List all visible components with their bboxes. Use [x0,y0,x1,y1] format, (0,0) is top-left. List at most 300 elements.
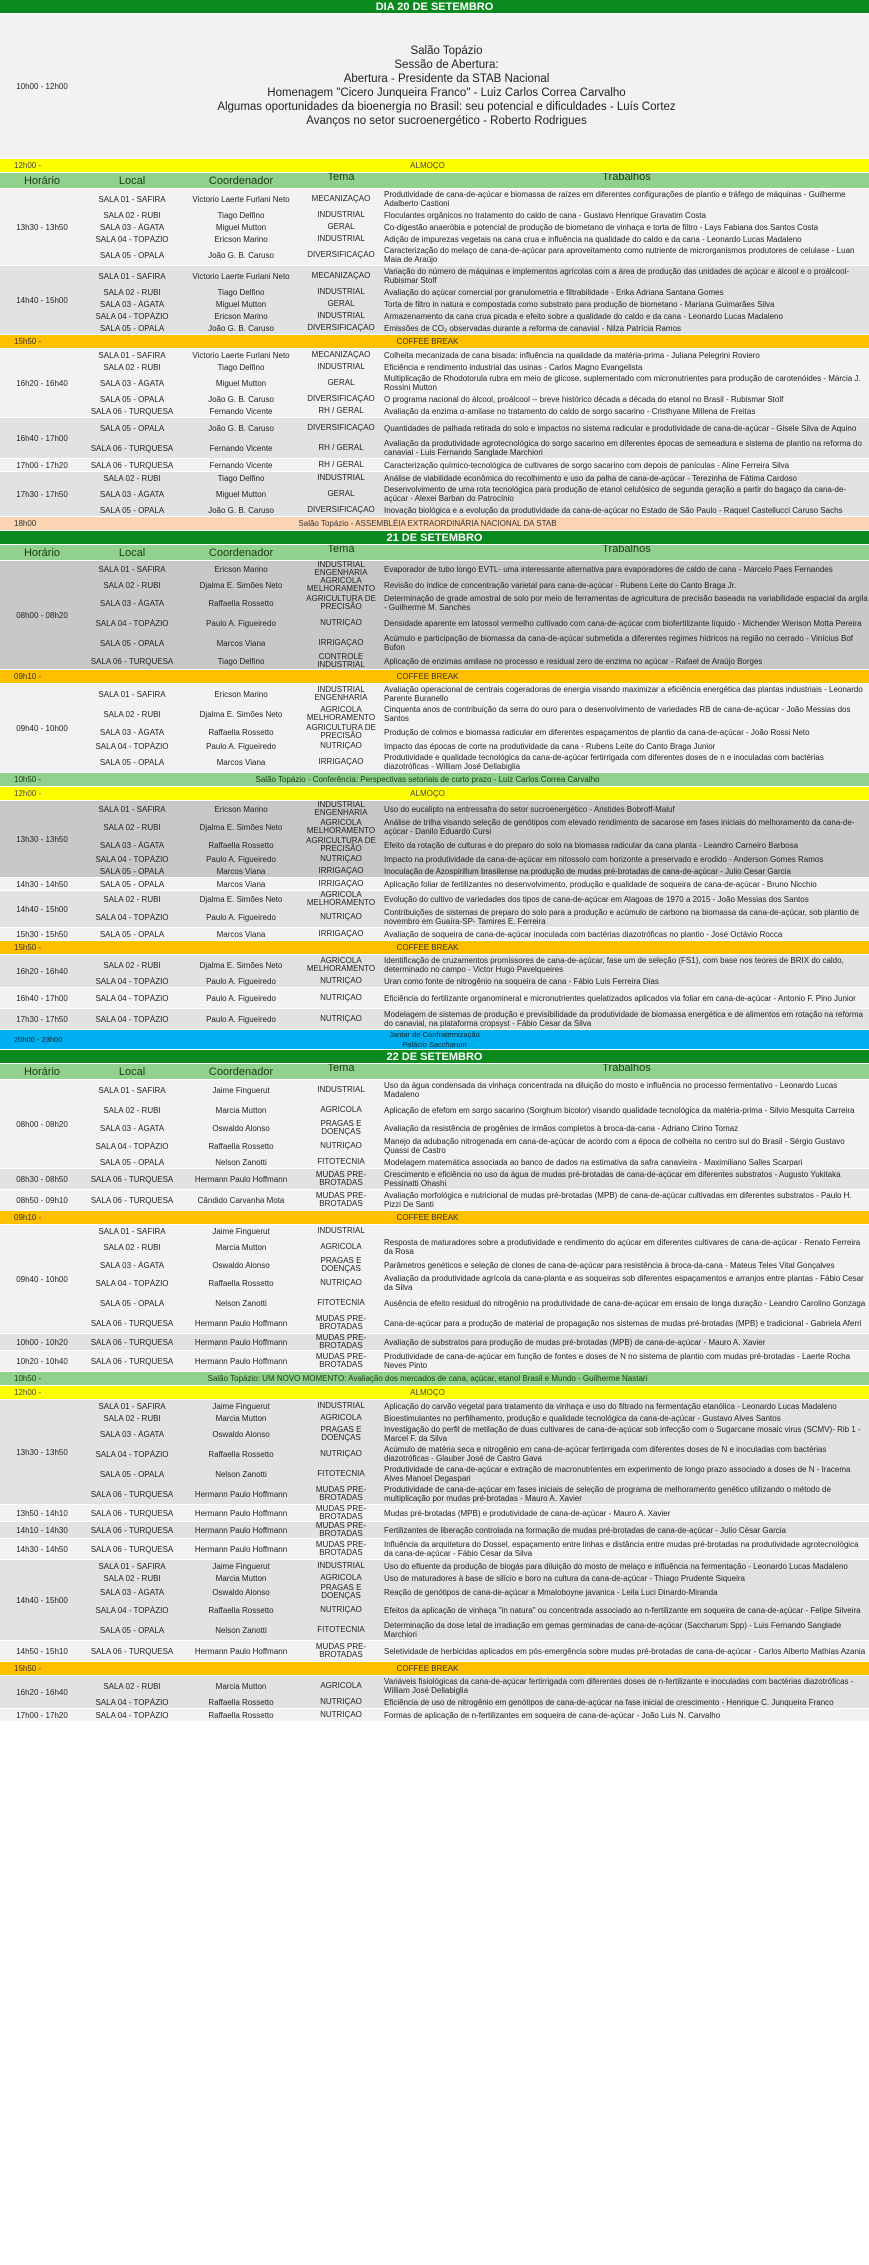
theme: MUDAS PRÉ-BROTADAS [315,1505,367,1521]
paper: O programa nacional do álcool, proálcool -- breve histórico década a década do etanol no Brasil - Rubismar Stolf [384,394,784,404]
room: SALA 03 - ÁGATA [99,727,165,737]
time-slot-group [0,349,869,418]
coordinator: Fernando Vicente [209,460,273,470]
theme: AGRÍCOLA MELHORAMENTO [306,706,376,722]
coordinator: Tiago Delfino [217,362,265,372]
room: SALA 02 - RUBI [103,210,161,220]
coordinator: Raffaella Rossetto [208,598,274,608]
coordinator: Paulo A. Figueiredo [206,618,276,628]
theme: RH / GERAL [318,461,364,469]
paper: Avaliação operacional de centrais cogeradoras de energia visando maximizar a eficiência energética das plantas industriais - Leonardo Parente Buranello [384,685,863,703]
theme: INDUSTRIAL [317,211,365,219]
coordinator: João G. B. Caruso [208,505,274,515]
room: SALA 03 - ÁGATA [99,222,165,232]
room: SALA 01 - SAFIRA [98,271,166,281]
band-label: COFFEE BREAK [396,1664,459,1673]
theme: INDUSTRIAL [317,1227,365,1235]
theme: GERAL [327,490,355,498]
paper: Quantidades de palhada retirada do solo e impactos no sistema radicular e produtividade de cana-de-açúcar - Gisele Silva de Aquino [384,423,857,433]
theme: FITOTECNIA [317,1470,365,1478]
theme: INDUSTRIAL [317,288,365,296]
slot-time: 08h50 - 09h10 [16,1195,68,1205]
table-row [84,1136,869,1156]
coordinator: Hermann Paulo Hoffmann [194,1318,288,1328]
slot-time: 17h30 - 17h50 [16,1014,68,1024]
header-4: Trabalhos [602,173,651,183]
room: SALA 05 - OPALA [99,866,165,876]
room: SALA 02 - RUBI [103,894,161,904]
paper: Eficiência de uso de nitrogênio em genótipos de cana-de-açúcar na fase inicial de crescimento - Henrique C. Junqueira Franco [384,1697,834,1707]
room: SALA 02 - RUBI [103,580,161,590]
room: SALA 01 - SAFIRA [98,1561,166,1571]
table-row [84,613,869,633]
band-label: Salão Topázio - Conferência: Perspectivas setoriais de curto prazo - Luiz Carlos Correa Carvalho [255,775,600,784]
table-row [84,704,869,724]
slot-rows [84,189,869,265]
room: SALA 02 - RUBI [103,473,161,483]
coordinator: Cândido Carvanha Mota [197,1195,285,1205]
table-row [84,1484,869,1504]
time-slot-group [0,1522,869,1539]
slot-time: 16h20 - 16h40 [16,378,68,388]
coordinator: Raffaella Rossetto [208,1449,274,1459]
coordinator: Raffaella Rossetto [208,1697,274,1707]
opening-line: Salão Topázio [410,45,483,57]
coordinator: Hermann Paulo Hoffmann [194,1174,288,1184]
table-row [84,1334,869,1350]
slot-rows [84,1225,869,1333]
room: SALA 03 - ÁGATA [99,299,165,309]
header-3: Tema [327,173,355,183]
band-time: 15h50 - [14,943,42,952]
theme: MUDAS PRÉ-BROTADAS [315,1192,367,1208]
slot-time: 14h50 - 15h10 [16,1646,68,1656]
table-row [84,361,869,373]
table-row [84,865,869,877]
opening-line: Algumas oportunidades da bioenergia no Brasil: seu potencial e dificuldades - Luís Cortez [217,101,676,113]
room: SALA 04 - TOPÁZIO [95,1605,169,1615]
table-row [84,752,869,772]
paper: Caracterização químico-tecnológica de cultivares de sorgo sacarino com depois de panículas - Aline Ferreira Silva [384,460,790,470]
paper: Co-digestão anaeróbia e potencial de produção de biometano de vinhaça e torta de filtro - Lays Fabiana dos Santos Costa [384,222,819,232]
room: SALA 01 - SAFIRA [98,350,166,360]
coordinator: Miguel Mutton [215,299,267,309]
theme: AGRÍCOLA MELHORAMENTO [306,819,376,835]
room: SALA 04 - TOPÁZIO [95,1141,169,1151]
table-row [84,233,869,245]
theme: DIVERSIFICAÇÃO [307,324,375,332]
slot-rows [84,1560,869,1640]
table-row [84,1225,869,1237]
theme: MUDAS PRÉ-BROTADAS [315,1522,367,1538]
room: SALA 06 - TURQUESA [90,1544,174,1554]
slot-rows [84,561,869,669]
table-row [84,1313,869,1333]
paper: Armazenamento da cana crua picada e efeito sobre a qualidade do caldo e da cana - Leonardo Lucas Madaleno [384,311,783,321]
slot-time: 14h30 - 14h50 [16,1544,68,1554]
paper: Produtividade de cana-de-açúcar e extração de macronutrientes em experimento de longo prazo associado a doses de N - Iracema Alves Manoel Degaspari [384,1465,851,1483]
paper: Modelagem de sistemas de produção e previsibilidade da produtividade de biomassa energética e de alimentos em rotação na reforma do canavial, na plataforma cropsyst - Fábio Cesar da Silva [384,1010,863,1028]
room: SALA 06 - TURQUESA [90,1489,174,1499]
column-headers [0,173,869,189]
header-3: Tema [327,545,355,555]
time-slot-group [0,1676,869,1709]
room: SALA 04 - TOPÁZIO [95,311,169,321]
slot-time: 08h00 - 08h20 [16,610,68,620]
theme: INDUSTRIAL [317,363,365,371]
coordinator: Marcia Mutton [215,1105,267,1115]
coordinator: Tiago Delfino [217,287,265,297]
table-row [84,988,869,1008]
paper: Desenvolvimento de uma rota tecnológica para produção de etanol celulósico de segunda geração a partir do bagaço da cana-de-açúcar - Alexei Barban do Patrocínio [384,485,847,503]
paper: Variação do número de máquinas e implementos agrícolas com a área de produção das unidades de açúcar e álcool e o proálcool-Rubismar Stolf [384,267,850,285]
room: SALA 04 - TOPÁZIO [95,854,169,864]
room: SALA 01 - SAFIRA [98,1085,166,1095]
paper: Inovação biológica e a evolução da produtividade da cana-de-açúcar no Estado de São Paulo - Raquel Castellucci Caruso Sachs [384,505,843,515]
room: SALA 01 - SAFIRA [98,804,166,814]
dinner-line1: Jantar de Confraternização [389,1030,480,1039]
theme: DIVERSIFICAÇÃO [307,424,375,432]
table-row [84,684,869,704]
theme: NUTRIÇÃO [320,1606,362,1614]
room: SALA 01 - SAFIRA [98,1226,166,1236]
table-row [84,1444,869,1464]
room: SALA 02 - RUBI [103,1242,161,1252]
paper: Bioestimulantes no perfilhamento, produção e qualidade tecnológica da cana-de-açúcar - Gustavo Alves Santos [384,1413,781,1423]
theme: NUTRIÇÃO [320,1711,362,1719]
room: SALA 06 - TURQUESA [90,1337,174,1347]
coordinator: Paulo A. Figueiredo [206,993,276,1003]
room: SALA 03 - ÁGATA [99,489,165,499]
table-row [84,1293,869,1313]
theme: IRRIGAÇÃO [318,880,364,888]
room: SALA 05 - OPALA [99,323,165,333]
paper: Uso de maturadores à base de silício e boro na cultura da cana-de-açúcar - Thiago Prudente Siqueira [384,1573,745,1583]
theme: INDUSTRIAL [317,1086,365,1094]
table-row [84,1412,869,1424]
room: SALA 02 - RUBI [103,1573,161,1583]
room: SALA 03 - ÁGATA [99,378,165,388]
room: SALA 04 - TOPÁZIO [95,912,169,922]
theme: IRRIGAÇÃO [318,867,364,875]
theme: CONTROLE INDUSTRIAL [317,653,365,669]
slot-rows [84,988,869,1008]
coordinator: Tiago Delfino [217,210,265,220]
theme: FITOTECNIA [317,1299,365,1307]
paper: Densidade aparente em latossol vermelho cultivado com cana-de-açúcar com biofertilizante líquido - Michender Werison Motta Pereira [384,618,862,628]
coffee-band [0,941,869,955]
room: SALA 06 - TURQUESA [90,460,174,470]
coordinator: Hermann Paulo Hoffmann [194,1525,288,1535]
theme: PRAGAS E DOENÇAS [320,1426,362,1442]
opening-text [84,14,869,158]
slot-rows [84,1009,869,1029]
header-0: Horário [23,174,61,187]
room: SALA 02 - RUBI [103,287,161,297]
room: SALA 05 - OPALA [99,757,165,767]
band-label: Salão Topázio: UM NOVO MOMENTO: Avaliação dos mercados de cana, açúcar, etanol Brasil e Mundo - Guilherme Nastari [207,1374,648,1383]
slot-rows [84,1709,869,1721]
paper: Evolução do cultivo de variedades dos tipos de cana-de-açúcar em Alagoas de 1970 a 2015 - João Messias dos Santos [384,894,809,904]
theme: MUDAS PRÉ-BROTADAS [315,1541,367,1557]
time-slot-group [0,1400,869,1505]
coordinator: Nelson Zanotti [215,1298,267,1308]
lunch-band [0,787,869,801]
slot-time: 09h40 - 10h00 [16,723,68,733]
table-row [84,1080,869,1100]
theme: RH / GERAL [318,407,364,415]
time-slot-group [0,1709,869,1722]
paper: Reação de genótipos de cana-de-açúcar a Mmaloboyne javanica - Leila Luci Dinardo-Miranda [384,1587,718,1597]
paper: Colheita mecanizada de cana bisada: influência na qualidade da matéria-prima - Juliana Pelegrini Roviero [384,350,760,360]
paper: Inoculação de Azospirillum brasilense na produção de mudas pré-brotadas de cana-de-açúcar - Julio Cesar Garcia [384,866,791,876]
room: SALA 04 - TOPÁZIO [95,234,169,244]
table-row [84,349,869,361]
table-row [84,975,869,987]
table-row [84,1169,869,1189]
paper: Aplicação foliar de fertilizantes no desenvolvimento, produção e qualidade de soqueira de cana-de-açúcar - Bruno Nicchio [384,879,817,889]
theme: INDUSTRIAL [317,1402,365,1410]
band-label: COFFEE BREAK [396,337,459,346]
room: SALA 05 - OPALA [99,879,165,889]
coordinator: Hermann Paulo Hoffmann [194,1489,288,1499]
coordinator: Paulo A. Figueiredo [206,912,276,922]
room: SALA 06 - TURQUESA [90,1318,174,1328]
coordinator: João G. B. Caruso [208,423,274,433]
room: SALA 05 - OPALA [99,1625,165,1635]
paper: Acúmulo e participação de biomassa da cana-de-açúcar submetida a diferentes regimes hídricos na região no cerrado - Vinícius Bof Bufon [384,634,853,652]
coordinator: Paulo A. Figueiredo [206,1014,276,1024]
coordinator: Raffaella Rossetto [208,1710,274,1720]
header-0: Horário [23,546,61,559]
theme: AGRÍCOLA [320,1682,362,1690]
paper: Determinação de grade amostral de solo por meio de ferramentas de agricultura de precisão baseada na variabilidade espacial da argila - Guilherme M. Sanches [384,594,868,612]
room: SALA 03 - ÁGATA [99,1587,165,1597]
paper: Revisão do índice de concentração varietal para cana-de-açúcar - Rubens Leite do Canto Braga Jr. [384,580,737,590]
coordinator: Miguel Mutton [215,222,267,232]
coordinator: Oswaldo Alonso [212,1587,270,1597]
table-row [84,298,869,310]
opening-session [0,14,869,159]
table-row [84,817,869,837]
slot-time: 13h30 - 13h50 [16,1447,68,1457]
room: SALA 06 - TURQUESA [90,1525,174,1535]
band-label: COFFEE BREAK [396,1213,459,1222]
table-row [84,1572,869,1584]
paper: Floculantes orgânicos no tratamento do caldo de cana - Gustavo Henrique Gravatim Costa [384,210,706,220]
theme: FITOTECNIA [317,1626,365,1634]
room: SALA 02 - RUBI [103,709,161,719]
slot-time: 16h20 - 16h40 [16,1687,68,1697]
time-slot-group [0,988,869,1009]
paper: Resposta de maturadores sobre a produtividade e rendimento do açúcar em diferentes cultivares de cana-de-açúcar - Renato Ferreira da Rosa [384,1238,861,1256]
coordinator: Victorio Laerte Furlani Neto [192,350,290,360]
coordinator: Djalma E. Simões Neto [199,709,283,719]
table-row [84,955,869,975]
table-row [84,322,869,334]
theme: MUDAS PRÉ-BROTADAS [315,1486,367,1502]
room: SALA 04 - TOPÁZIO [95,1697,169,1707]
coordinator: Nelson Zanotti [215,1157,267,1167]
room: SALA 06 - TURQUESA [90,1195,174,1205]
lunch-band [0,1386,869,1400]
band-time: 18h00 [14,519,37,528]
theme: NUTRIÇÃO [320,855,362,863]
slot-rows [84,878,869,890]
paper: Avaliação da enzima α-amilase no tratamento do caldo de sorgo sacarino - Cristhyane Millena de Freitas [384,406,756,416]
time-slot-group [0,684,869,773]
slot-time: 16h20 - 16h40 [16,966,68,976]
room: SALA 01 - SAFIRA [98,194,166,204]
coordinator: Victorio Laerte Furlani Neto [192,194,290,204]
time-slot-group [0,561,869,670]
room: SALA 06 - TURQUESA [90,443,174,453]
table-row [84,1120,869,1136]
theme: INDUSTRIAL ENGENHARIA [314,686,368,702]
coordinator: Tiago Delfino [217,656,265,666]
coordinator: Raffaella Rossetto [208,1605,274,1615]
theme: GERAL [327,223,355,231]
theme: AGRÍCOLA [320,1106,362,1114]
band-label: COFFEE BREAK [396,943,459,952]
table-row [84,1505,869,1521]
table-row [84,1641,869,1661]
room: SALA 02 - RUBI [103,822,161,832]
dinner-text [78,1030,869,1049]
table-row [84,1584,869,1600]
table-row [84,740,869,752]
coordinator: Marcos Viana [216,929,266,939]
coordinator: Ericson Marino [214,234,268,244]
coordinator: Raffaella Rossetto [208,1141,274,1151]
lunch-band [0,159,869,173]
coordinator: Marcia Mutton [215,1573,267,1583]
table-row [84,593,869,613]
table-row [84,891,869,907]
room: SALA 03 - ÁGATA [99,1429,165,1439]
day-title: DIA 20 DE SETEMBRO [0,0,869,14]
band-time: 10h50 - [14,1374,42,1383]
table-row [84,405,869,417]
coordinator: Djalma E. Simões Neto [199,960,283,970]
paper: Contribuições de sistemas de preparo do solo para a produção e acúmulo de carbono na biomassa da cana-de-açúcar, sob plantio de novembro em Guaíra-SP- Tamires E. Ferreira [384,908,859,926]
theme: AGRÍCOLA [320,1414,362,1422]
dinner-line2: Palácio Saccharum [402,1040,467,1049]
paper: Uso do efluente da produção de biogás para diluição do mosto de melaço e influência na fermentação - Leonardo Lucas Madaleno [384,1561,848,1571]
room: SALA 02 - RUBI [103,362,161,372]
paper: Cana-de-açúcar para a produção de material de propagação nos sistemas de mudas pré-brotadas (MPB) e tradicional - Gabriela Aferri [384,1318,862,1328]
room: SALA 03 - ÁGATA [99,1260,165,1270]
room: SALA 04 - TOPÁZIO [95,1014,169,1024]
paper: Mudas pré-brotadas (MPB) e produtividade de cana-de-açúcar - Mauro A. Xavier [384,1508,671,1518]
paper: Avaliação da produtividade agrícola da cana-planta e as soqueiras sob diferentes espaçamentos e arranjos entre plantas - Fábio Cesar da Silva [384,1274,864,1292]
room: SALA 04 - TOPÁZIO [95,1278,169,1288]
theme: AGRICULTURA DE PRECISÃO [306,837,376,853]
table-row [84,472,869,484]
time-slot-group [0,1225,869,1334]
paper: Ausência de efeito residual do nitrogênio na produtividade de cana-de-açúcar em ensaio de longa duração - Leandro Carolino Gonzaga [384,1298,866,1308]
theme: NUTRIÇÃO [320,1698,362,1706]
slot-rows [84,459,869,471]
header-3: Tema [327,1064,355,1074]
band-time: 09h10 - [14,672,42,681]
room: SALA 06 - TURQUESA [90,1174,174,1184]
room: SALA 02 - RUBI [103,1681,161,1691]
coordinator: Raffaella Rossetto [208,1278,274,1288]
header-1: Local [118,175,146,187]
paper: Avaliação morfológica e nutricional de mudas pré-brotadas (MPB) de cana-de-açúcar cultivadas em diferentes substratos - Paulo H. Pizzi De Santi [384,1191,852,1209]
time-slot-group [0,1080,869,1169]
theme: NUTRIÇÃO [320,913,362,921]
theme: INDUSTRIAL ENGENHARIA [314,561,368,577]
time-slot-group [0,459,869,472]
time-slot-group [0,1169,869,1190]
paper: Produção de colmos e biomassa radicular em diferentes espaçamentos de plantio da cana-de-açúcar - João Rossi Neto [384,727,810,737]
paper: Manejo da adubação nitrogenada em cana-de-açúcar de acordo com a época de colheita no centro sul do Brasil - Sérgio Gustavo Quassi de Castro [384,1137,845,1155]
coordinator: Marcia Mutton [215,1681,267,1691]
coordinator: Raffaella Rossetto [208,840,274,850]
coordinator: Ericson Marino [214,311,268,321]
paper: Influência da arquitetura do Dossel, espaçamento entre linhas e distância entre mudas pré-brotadas na produtividade agrotecnológica da cana-de-açúcar - Fábio Cesar da Silva [384,1540,859,1558]
slot-time: 13h50 - 14h10 [16,1508,68,1518]
coordinator: Hermann Paulo Hoffmann [194,1508,288,1518]
dinner-band [0,1030,869,1050]
room: SALA 04 - TOPÁZIO [95,741,169,751]
header-1: Local [118,1066,146,1078]
theme: NUTRIÇÃO [320,994,362,1002]
paper: Formas de aplicação de n-fertilizantes em soqueira de cana-de-açúcar - João Luis N. Carvalho [384,1710,721,1720]
table-row [84,724,869,740]
time-slot-group [0,878,869,891]
coordinator: Oswaldo Alonso [212,1123,270,1133]
theme: FITOTECNIA [317,1158,365,1166]
theme: AGRÍCOLA [320,1243,362,1251]
paper: Impacto na produtividade da cana-de-açúcar em nitossolo com horizonte a preservado e erodido - Anderson Gomes Ramos [384,854,824,864]
coordinator: Victorio Laerte Furlani Neto [192,271,290,281]
theme: INDUSTRIAL [317,474,365,482]
table-row [84,286,869,298]
coordinator: Hermann Paulo Hoffmann [194,1646,288,1656]
room: SALA 06 - TURQUESA [90,1356,174,1366]
room: SALA 02 - RUBI [103,960,161,970]
slot-rows [84,891,869,927]
theme: NUTRIÇÃO [320,1015,362,1023]
time-slot-group [0,801,869,878]
theme: DIVERSIFICAÇÃO [307,506,375,514]
theme: GERAL [327,300,355,308]
table-row [84,459,869,471]
paper: Crescimento e eficiência no uso da água de mudas pré-brotadas de cana-de-açúcar em diferentes substratos - Augusto Yukitaka Pessinatti Ohashi [384,1170,841,1188]
coordinator: Hermann Paulo Hoffmann [194,1337,288,1347]
band-time: 12h00 - [14,789,42,798]
coordinator: Oswaldo Alonso [212,1429,270,1439]
paper: Eficiência e rendimento industrial das usinas - Carlos Magno Evangelista [384,362,643,372]
room: SALA 05 - OPALA [99,638,165,648]
table-row [84,373,869,393]
slot-time: 17h30 - 17h50 [16,489,68,499]
paper: Efeito da rotação de culturas e do preparo do solo na biomassa radicular da cana planta - Leandro Carneiro Barbosa [384,840,799,850]
slot-time: 10h20 - 10h40 [16,1356,68,1366]
time-slot-group [0,472,869,517]
slot-time: 16h40 - 17h00 [16,433,68,443]
slot-rows [84,1190,869,1210]
room: SALA 04 - TOPÁZIO [95,1710,169,1720]
time-slot-group [0,1505,869,1522]
coordinator: Paulo A. Figueiredo [206,854,276,864]
slot-rows [84,1080,869,1168]
slot-time: 13h30 - 13h50 [16,222,68,232]
paper: Caracterização do melaço de cana-de-açúcar para aproveitamento como nutriente de microrganismos produtores de celulase - Luan Maia de Araújo [384,246,855,264]
